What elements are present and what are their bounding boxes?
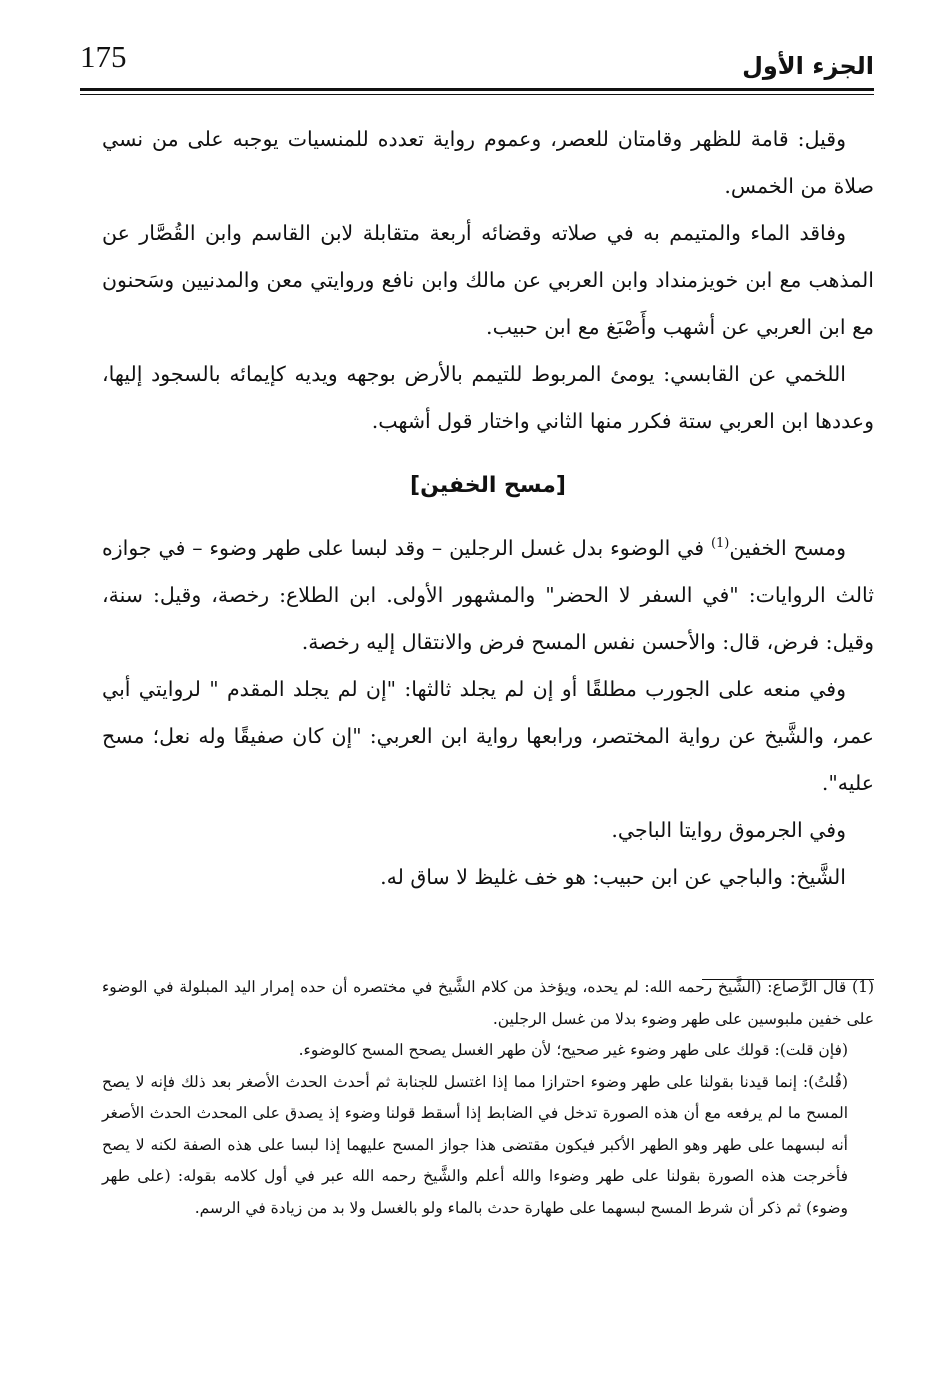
paragraph: وفاقد الماء والمتيمم به في صلاته وقضائه أربعة متقابلة لابن القاسم وابن القُصَّار عن المذهب مع ابن خويزمنداد وابن العربي عن مالك وابن نافع وروايتي معن والمدنيين وسَحنون مع ابن العربي عن أشهب وأَصْبَغ مع ابن حبيب.	[102, 221, 874, 339]
paragraph: وفي منعه على الجورب مطلقًا أو إن لم يجلد ثالثها: "إن لم يجلد المقدم " لروايتي أبي عمر، والشَّيخ عن رواية المختصر، ورابعها رواية ابن العربي: "إن كان صفيقًا وله نعل؛ مسح عليه".	[102, 677, 874, 795]
section-heading: [مسح الخفين]	[410, 473, 566, 498]
header-rule-thin	[80, 94, 874, 95]
paragraph-start: ومسح الخفين	[729, 536, 846, 560]
paragraph: اللخمي عن القابسي: يومئ المربوط للتيمم بالأرض بوجهه ويديه كإيمائه بالسجود إليها، وعددها ابن العربي ستة فكرر منها الثاني واختار قول أشهب.	[102, 362, 874, 433]
page-number: 175	[80, 39, 127, 74]
footnote-reference[interactable]: (1)	[710, 536, 730, 552]
paragraph	[102, 525, 874, 666]
footnote: (1) قال الرَّصاع: (الشَّيخ رحمه الله: لم يحده، ويؤخذ من كلام الشَّيخ في مختصره أن حده إمرار اليد المبلولة في الوضوء على خفين ملبوسين على طهر وضوء بدلا من غسل الرجلين.	[102, 978, 874, 1028]
footnotes	[102, 972, 874, 1224]
paragraph: وقيل: قامة للظهر وقامتان للعصر، وعموم رواية تعدده للمنسيات يوجبه على من نسي صلاة من الخمس.	[102, 127, 874, 198]
footnote: (قُلتُ): إنما قيدنا بقولنا على طهر وضوء احترازا مما إذا اغتسل للجنابة ثم أحدث الحدث الأصغر بعد ذلك فإنه لا يصح المسح ما لم يرفعه مع أن هذه الصورة تدخل في الضابط إذا أسقط قولنا وضوء إذ يصدق على المحدث الحدث الأصغر أنه لبسهما على طهر وهو الطهر الأكبر فيكون مقتضى هذا جواز المسح عليهما إذا لبسا على هذه الصفة لكنه لا يصح فأخرجت هذه الصورة بقولنا على طهر وضوءا والله أعلم والشَّيخ رحمه الله عبر في أول كلامه بقوله: (على طهر وضوء) ثم ذكر أن شرط المسح لبسهما على طهارة حدث بالماء ولو بالغسل ولا بد من زيادة في الرسم.	[102, 1072, 848, 1217]
running-title: الجزء الأول	[742, 52, 874, 80]
footnote: (فإن قلت): قولك على طهر وضوء غير صحيح؛ لأن طهر الغسل يصحح المسح كالوضوء.	[298, 1041, 848, 1059]
header-rule-thick	[80, 88, 874, 91]
paragraph-rest: في الوضوء بدل غسل الرجلين – وقد لبسا على طهر وضوء – في جوازه ثالث الروايات: "في السفر لا الحضر" والمشهور الأولى. ابن الطلاع: رخصة، وقيل: سنة، وقيل: فرض، قال: والأحسن نفس المسح فرض والانتقال إليه رخصة.	[102, 536, 874, 654]
paragraph: وفي الجرموق روايتا الباجي.	[611, 818, 846, 842]
page-header	[80, 38, 874, 90]
paragraph: الشَّيخ: والباجي عن ابن حبيب: هو خف غليظ لا ساق له.	[380, 865, 846, 889]
main-text	[102, 116, 874, 901]
